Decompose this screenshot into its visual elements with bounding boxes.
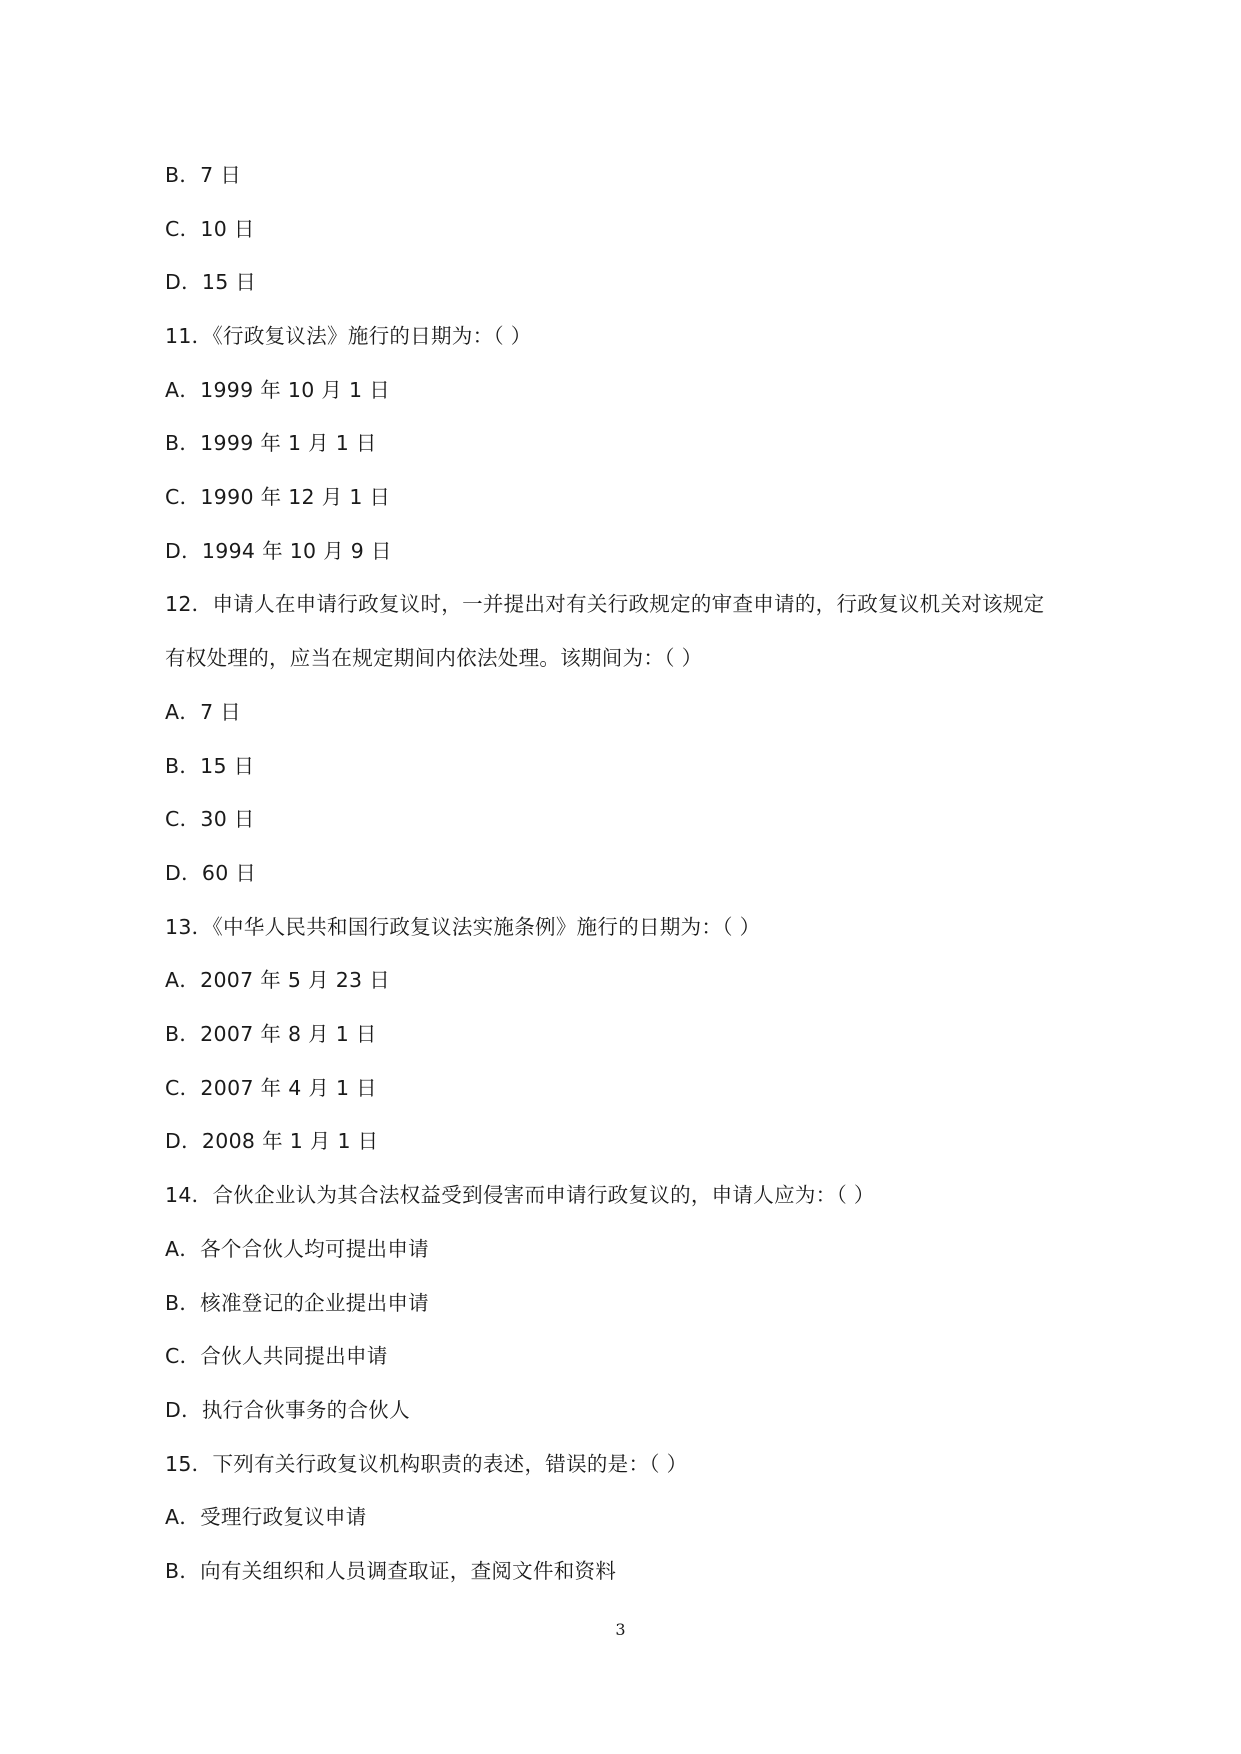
option-b-q13: B．2007 年 8 月 1 日 bbox=[165, 1022, 377, 1046]
question-12-line-1: 12．申请人在申请行政复议时，一并提出对有关行政规定的审查申请的，行政复议机关对该规定 bbox=[165, 592, 1045, 616]
option-a-q14: A．各个合伙人均可提出申请 bbox=[165, 1237, 429, 1261]
question-15: 15．下列有关行政复议机构职责的表述，错误的是：（ ） bbox=[165, 1452, 688, 1476]
option-d-q14: D．执行合伙事务的合伙人 bbox=[165, 1398, 410, 1422]
option-b-q14: B．核准登记的企业提出申请 bbox=[165, 1291, 429, 1315]
option-b-q10: B．7 日 bbox=[165, 163, 242, 187]
question-13: 13．《中华人民共和国行政复议法实施条例》施行的日期为：（ ） bbox=[165, 915, 761, 939]
option-d-q13: D．2008 年 1 月 1 日 bbox=[165, 1129, 379, 1153]
page-number: 3 bbox=[615, 1620, 626, 1639]
option-d-q11: D．1994 年 10 月 9 日 bbox=[165, 539, 392, 563]
option-d-q10: D．15 日 bbox=[165, 270, 257, 294]
option-c-q14: C．合伙人共同提出申请 bbox=[165, 1344, 388, 1368]
option-a-q12: A．7 日 bbox=[165, 700, 242, 724]
question-14: 14．合伙企业认为其合法权益受到侵害而申请行政复议的，申请人应为：（ ） bbox=[165, 1183, 875, 1207]
option-a-q13: A．2007 年 5 月 23 日 bbox=[165, 968, 391, 992]
question-12-line-2: 有权处理的，应当在规定期间内依法处理。该期间为：（ ） bbox=[165, 646, 703, 670]
option-c-q10: C．10 日 bbox=[165, 217, 255, 241]
question-11: 11．《行政复议法》施行的日期为：（ ） bbox=[165, 324, 532, 348]
option-b-q11: B．1999 年 1 月 1 日 bbox=[165, 431, 377, 455]
option-b-q12: B．15 日 bbox=[165, 754, 255, 778]
option-d-q12: D．60 日 bbox=[165, 861, 257, 885]
option-a-q15: A．受理行政复议申请 bbox=[165, 1505, 367, 1529]
option-c-q13: C．2007 年 4 月 1 日 bbox=[165, 1076, 377, 1100]
option-a-q11: A．1999 年 10 月 1 日 bbox=[165, 378, 391, 402]
option-b-q15: B．向有关组织和人员调查取证，查阅文件和资料 bbox=[165, 1559, 617, 1583]
option-c-q12: C．30 日 bbox=[165, 807, 255, 831]
option-c-q11: C．1990 年 12 月 1 日 bbox=[165, 485, 391, 509]
